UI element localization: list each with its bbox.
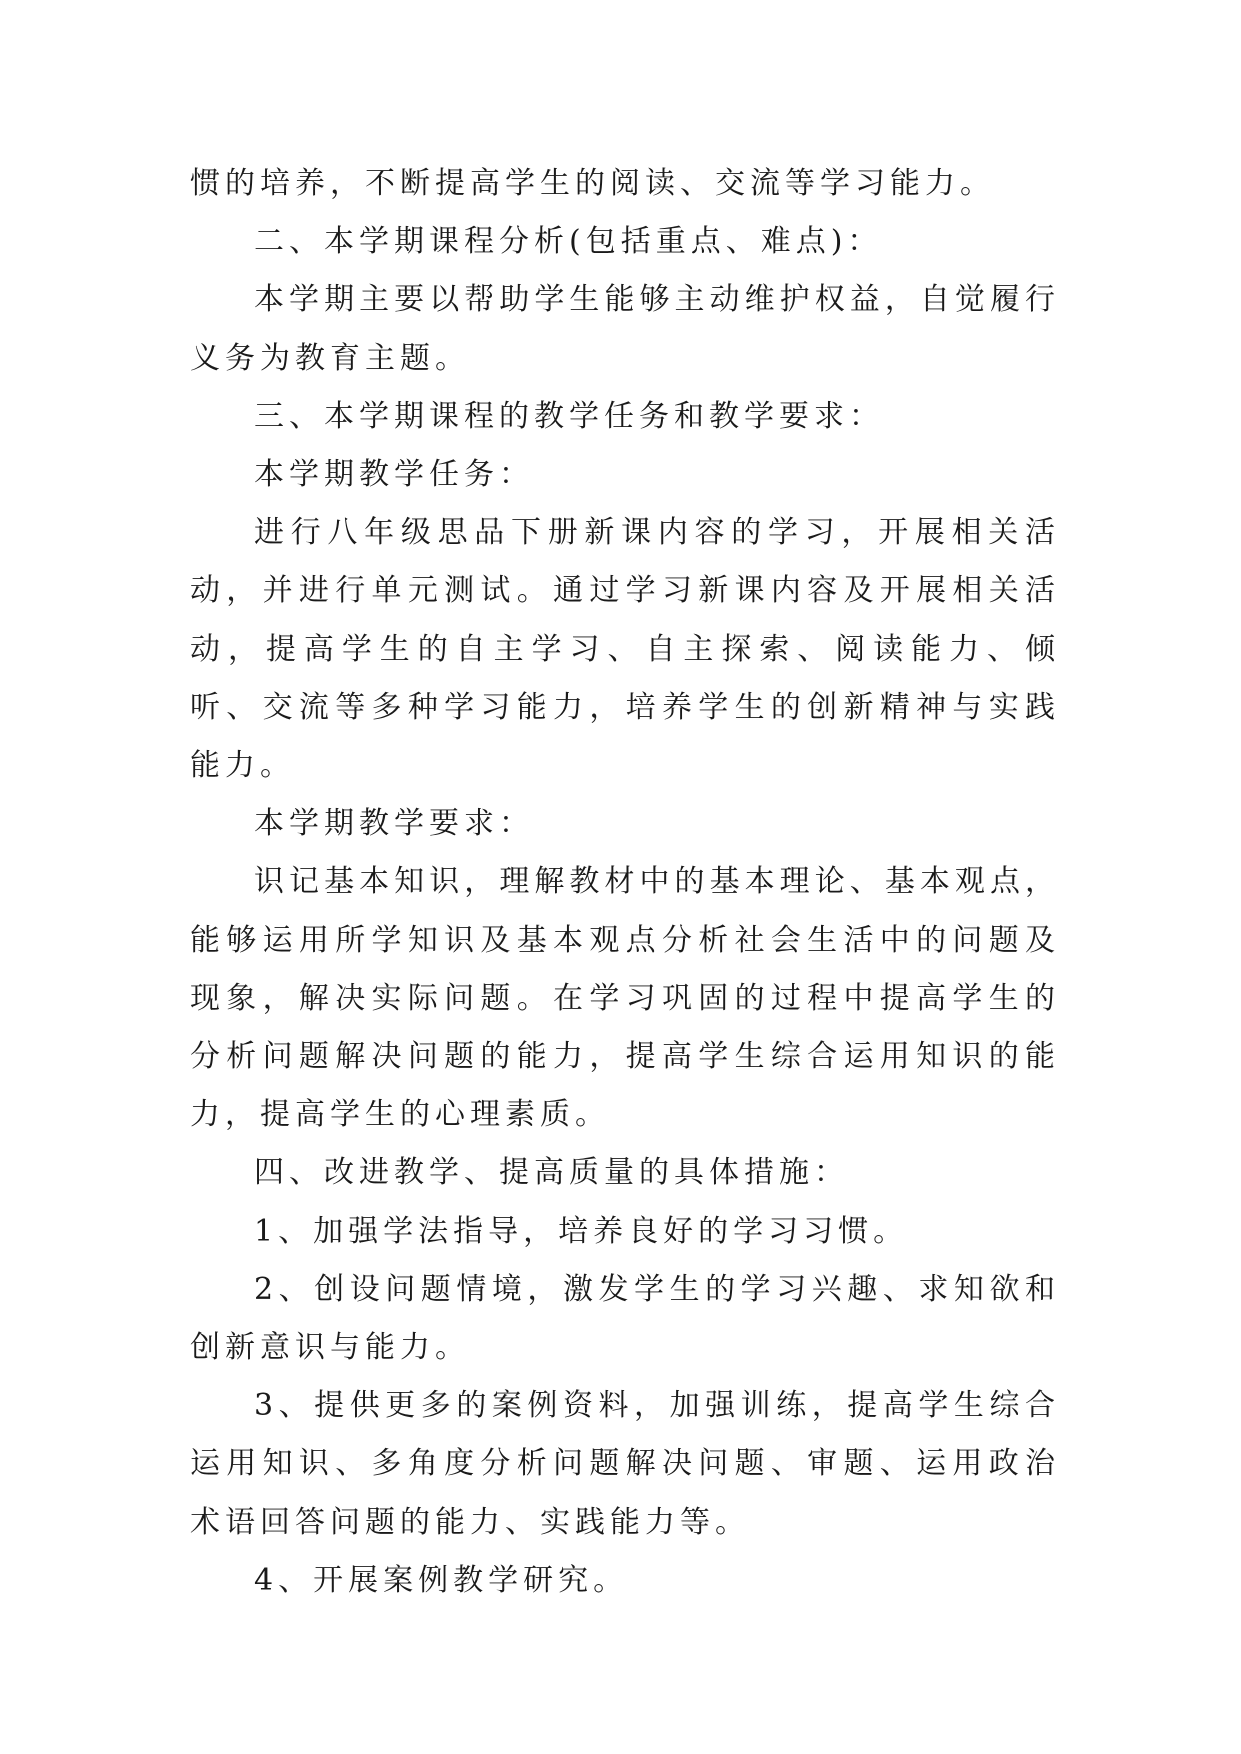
paragraph-continuation: 惯的培养，不断提高学生的阅读、交流等学习能力。 — [190, 166, 995, 201]
measure-item-3: 3、提供更多的案例资料，加强训练，提高学生综合运用知识、多角度分析问题解决问题、审题、运用政治术语回答问题的能力、实践能力等。 — [190, 1388, 1060, 1540]
heading-course-analysis: 二、本学期课程分析(包括重点、难点)： — [254, 224, 883, 260]
subheading-teaching-tasks: 本学期教学任务： — [254, 457, 534, 493]
measure-item-4: 4、开展案例教学研究。 — [254, 1562, 629, 1598]
heading-teaching-tasks-requirements: 三、本学期课程的教学任务和教学要求： — [254, 398, 884, 434]
document-page — [190, 155, 1060, 1610]
measure-item-1: 1、加强学法指导，培养良好的学习习惯。 — [254, 1213, 909, 1249]
paragraph-course-theme: 本学期主要以帮助学生能够主动维护权益，自觉履行义务为教育主题。 — [190, 282, 1060, 376]
subheading-teaching-requirements: 本学期教学要求： — [254, 806, 534, 842]
paragraph-teaching-requirements: 识记基本知识，理解教材中的基本理论、基本观点，能够运用所学知识及基本观点分析社会生活中的问题及现象，解决实际问题。在学习巩固的过程中提高学生的分析问题解决问题的能力，提高学生综合运用知识的能力，提高学生的心理素质。 — [190, 864, 1060, 1133]
paragraph-teaching-tasks: 进行八年级思品下册新课内容的学习，开展相关活动，并进行单元测试。通过学习新课内容及开展相关活动，提高学生的自主学习、自主探索、阅读能力、倾听、交流等多种学习能力，培养学生的创新精神与实践能力。 — [190, 515, 1060, 784]
measure-item-2: 2、创设问题情境，激发学生的学习兴趣、求知欲和创新意识与能力。 — [190, 1271, 1060, 1366]
heading-improvement-measures: 四、改进教学、提高质量的具体措施： — [254, 1155, 849, 1191]
